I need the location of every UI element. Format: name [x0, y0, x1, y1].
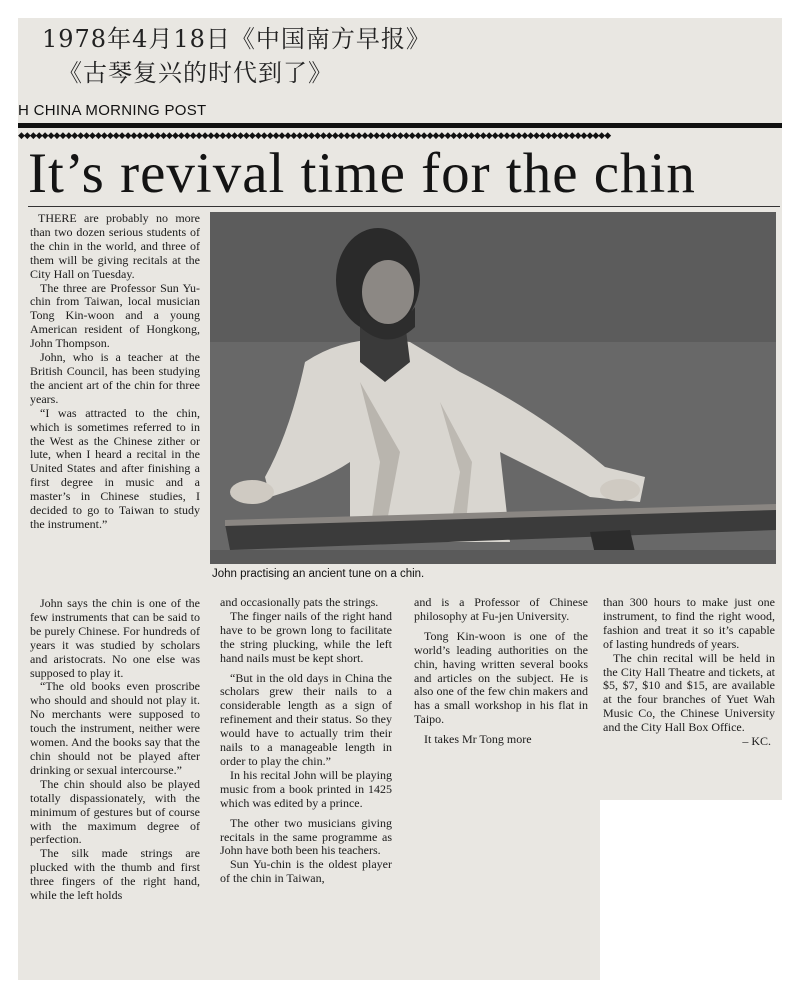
paragraph: The finger nails of the right hand have to be grown long to facilitate the string plucking, while the left hand nails must be kept short. — [220, 608, 392, 665]
paragraph: Sun Yu-chin is the oldest player of the chin in Taiwan, — [220, 857, 392, 886]
photo-musician-with-chin — [210, 212, 776, 564]
paragraph: THERE are probably no more than two dozen serious students of the chin in the world, and three of them will be giving recitals at the City Hall on Tuesday. — [30, 211, 200, 281]
headline: It’s revival time for the chin — [28, 142, 696, 205]
paragraph: In his recital John will be playing music from a book printed in 1425 which was edited by a prince. — [220, 767, 392, 810]
paragraph: The other two musicians giving recitals in the same programme as John have both been his teachers. — [220, 815, 392, 858]
paragraph: The three are Professor Sun Yu-chin from Taiwan, local musician Tong Kin-woon and a young American resident of Hongkong, John Thompson. — [30, 280, 200, 351]
clipping-cutout — [600, 800, 800, 1001]
headline-rule — [28, 206, 780, 207]
paragraph: The chin should also be played totally dispassionately, with the minimum of gestures but of course with the maximum degree of perfection. — [30, 776, 200, 847]
article-column-1-continued — [30, 597, 200, 903]
dotted-divider: ◆◆◆◆◆◆◆◆◆◆◆◆◆◆◆◆◆◆◆◆◆◆◆◆◆◆◆◆◆◆◆◆◆◆◆◆◆◆◆◆◆◆◆◆◆◆◆◆◆◆◆◆◆◆◆◆◆◆◆◆◆◆◆◆◆◆◆◆◆◆◆◆◆◆◆◆◆◆◆◆◆◆◆◆◆◆◆◆◆◆◆◆◆◆◆◆◆◆◆◆ — [18, 131, 611, 141]
article-column-1 — [30, 212, 200, 532]
paragraph: The chin recital will be held in the City Hall Theatre and tickets, at $5, $7, $10 and $15, are available at the four branches of Yuet Wah Music Co, the Chinese University and the City Hall Box Office. — [603, 650, 775, 735]
masthead-rule — [18, 123, 782, 128]
article-column-4 — [603, 596, 775, 749]
source-note-date: 1978年4月18日《中国南方早报》 — [42, 25, 431, 53]
paragraph: “But in the old days in China the scholars grew their nails to a considerable length as a sign of refinement and their status. So they would have to actually trim their nails to a manageable length in order to play the chin.” — [220, 670, 392, 768]
paragraph: and is a Professor of Chinese philosophy at Fu-jen University. — [414, 595, 588, 623]
handwritten-source-note — [42, 22, 431, 90]
photo-caption: John practising an ancient tune on a chin. — [212, 568, 425, 580]
paragraph: and occasionally pats the strings. — [220, 595, 379, 609]
photo-illustration — [210, 212, 776, 564]
masthead: H CHINA MORNING POST — [18, 102, 207, 119]
source-note-title: 《古琴复兴的时代到了》 — [58, 59, 333, 87]
article-column-3 — [414, 596, 588, 747]
paragraph: Tong Kin-woon is one of the world’s leading authorities on the chin, having written several books and articles on the subject. He is also one of the few chin makers and has a small workshop in his flat in Taipo. — [414, 628, 588, 727]
paragraph: than 300 hours to make just one instrument, to find the right wood, fashion and treat it so it’s capable of lasting hundreds of years. — [603, 595, 775, 651]
paragraph: John says the chin is one of the few instruments that can be said to be purely Chinese. For hundreds of years it was studied by scholars and aristocrats. No one else was supposed to play it. — [30, 596, 200, 680]
paragraph: The silk made strings are plucked with the thumb and first three fingers of the right hand, while the left holds — [30, 846, 200, 903]
article-column-2 — [220, 596, 392, 886]
author-signature: – KC. — [742, 734, 771, 749]
paragraph: John, who is a teacher at the British Council, has been studying the ancient art of the chin for three years. — [30, 350, 200, 406]
paragraph: It takes Mr Tong more — [424, 732, 532, 747]
paragraph: “The old books even proscribe who should and should not play it. No merchants were supposed to touch the instrument, neither were women. And the books say that the chin should not be played after drinking or sexual intercourse.” — [30, 679, 200, 777]
paragraph: “I was attracted to the chin, which is sometimes referred to in the West as the Chinese zither or lute, when I heard a recital in the United States and after finishing a first degree in music and a master’s in Chinese studies, I decided to go to Taiwan to study the instrument.” — [30, 405, 200, 531]
